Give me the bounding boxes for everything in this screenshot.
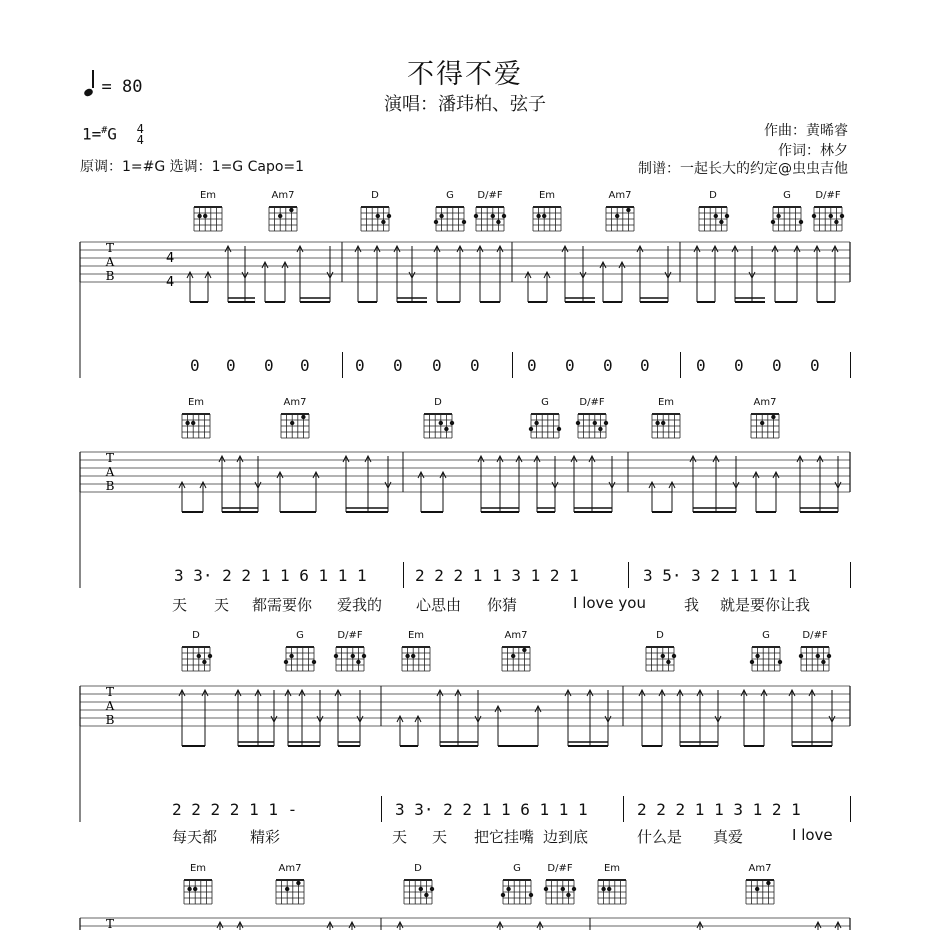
lyric: 心思由: [416, 596, 462, 614]
chord-name: D/#F: [547, 863, 573, 874]
chord-diagram-am7: [263, 190, 303, 233]
lyric: 天: [392, 828, 408, 846]
chord-grid: [498, 641, 534, 673]
barline: [850, 796, 851, 822]
chord-name: D/#F: [579, 397, 605, 408]
chord-name: Em: [657, 397, 675, 408]
tab-label-a: A: [105, 465, 115, 479]
beat-number: 0: [470, 356, 480, 375]
lyric: 天: [214, 596, 230, 614]
chord-name: G: [762, 630, 770, 641]
chord-name: Em: [189, 863, 207, 874]
chord-name: D: [656, 630, 664, 641]
beat-number: 0: [810, 356, 820, 375]
chord-grid: [748, 641, 784, 673]
chord-name: Am7: [271, 190, 295, 201]
lyric: 天: [172, 596, 188, 614]
chord-name: G: [783, 190, 791, 201]
chord-grid: [574, 408, 610, 440]
chord-grid: [797, 641, 833, 673]
chord-name: D: [371, 190, 379, 201]
chord-grid: [695, 201, 731, 233]
chord-name: Am7: [283, 397, 307, 408]
lyric: 我: [684, 596, 700, 614]
chord-diagram-g: [430, 190, 470, 233]
chord-diagram-em: [188, 190, 228, 233]
chord-diagram-em: [176, 397, 216, 440]
chord-grid: [810, 201, 846, 233]
beat-number: 0: [264, 356, 274, 375]
chord-name: Em: [407, 630, 425, 641]
chord-diagram-df: [330, 630, 370, 673]
chord-grid: [742, 874, 778, 906]
chord-name: D/#F: [477, 190, 503, 201]
chord-grid: [400, 874, 436, 906]
melody-measure-3: 2 2 2 1 1 3 1 2 1: [637, 800, 801, 819]
tab-staff-3: [80, 685, 850, 727]
chord-grid: [594, 874, 630, 906]
chord-diagram-df: [540, 863, 580, 906]
chord-diagram-df: [572, 397, 612, 440]
chord-name: Am7: [278, 863, 302, 874]
tab-label-t: T: [105, 685, 115, 699]
chord-diagram-am7: [600, 190, 640, 233]
chord-name: G: [296, 630, 304, 641]
melody-measure-1: 3 3· 2 2 1 1 6 1 1 1: [174, 566, 367, 585]
lyric: 边到底: [543, 828, 589, 846]
chord-grid: [432, 201, 468, 233]
chord-grid: [648, 408, 684, 440]
beat-number: 0: [393, 356, 403, 375]
lyric: I love: [792, 826, 833, 844]
tab-label-a: A: [105, 699, 115, 713]
lyric: 就是要你让我: [720, 596, 811, 614]
chord-name: G: [446, 190, 454, 201]
chord-diagram-df: [470, 190, 510, 233]
tab-label-b: B: [105, 479, 115, 493]
beat-number: 0: [772, 356, 782, 375]
lyric: 都需要你: [252, 596, 313, 614]
chord-diagram-g: [525, 397, 565, 440]
chord-name: D/#F: [337, 630, 363, 641]
chord-diagram-am7: [270, 863, 310, 906]
lyric: 你猜: [487, 596, 518, 614]
time-sig-tab: 4: [166, 275, 175, 290]
time-signature: 4 4: [136, 122, 144, 147]
lyric: 每天都: [172, 828, 218, 846]
tempo-marking: [84, 74, 142, 97]
chord-diagram-d: [355, 190, 395, 233]
chord-diagram-am7: [745, 397, 785, 440]
beat-number: 0: [527, 356, 537, 375]
lyric: 天: [432, 828, 448, 846]
chord-diagram-am7: [275, 397, 315, 440]
chord-name: Am7: [753, 397, 777, 408]
time-sig-tab: 4: [166, 251, 175, 266]
barline: [850, 352, 851, 378]
chord-diagram-d: [640, 630, 680, 673]
chord-diagram-d: [398, 863, 438, 906]
chord-diagram-g: [280, 630, 320, 673]
chord-grid: [178, 641, 214, 673]
chord-grid: [272, 874, 308, 906]
chord-grid: [357, 201, 393, 233]
tab-label-t: T: [105, 917, 115, 930]
lyric: 精彩: [250, 828, 281, 846]
song-title: 不得不爱: [407, 59, 523, 90]
chord-grid: [769, 201, 805, 233]
chord-name: Em: [538, 190, 556, 201]
melody-measure-3: 3 5· 3 2 1 1 1 1: [643, 566, 798, 585]
barline: [628, 562, 629, 588]
composer-credit: 作曲：黄晞睿: [764, 123, 848, 139]
tab-staff-4: [80, 917, 850, 930]
beat-number: 0: [640, 356, 650, 375]
lyric: 爱我的: [337, 596, 383, 614]
chord-name: Em: [199, 190, 217, 201]
barline: [680, 352, 681, 378]
chord-diagram-d: [176, 630, 216, 673]
chord-grid: [642, 641, 678, 673]
chord-grid: [499, 874, 535, 906]
chord-grid: [282, 641, 318, 673]
chord-diagram-d: [418, 397, 458, 440]
chord-diagram-em: [178, 863, 218, 906]
beat-number: 0: [355, 356, 365, 375]
chord-name: D/#F: [802, 630, 828, 641]
chord-grid: [398, 641, 434, 673]
barline: [381, 796, 382, 822]
chord-name: D: [192, 630, 200, 641]
melody-measure-2: 2 2 2 1 1 3 1 2 1: [415, 566, 579, 585]
chord-diagram-am7: [740, 863, 780, 906]
chord-grid: [265, 201, 301, 233]
barline: [512, 352, 513, 378]
beat-number: 0: [300, 356, 310, 375]
melody-measure-2: 3 3· 2 2 1 1 6 1 1 1: [395, 800, 588, 819]
beat-number: 0: [603, 356, 613, 375]
chord-diagram-d: [693, 190, 733, 233]
chord-grid: [542, 874, 578, 906]
strum-marks: [179, 690, 835, 746]
chord-name: Em: [603, 863, 621, 874]
key-signature: 1=#G 4 4: [82, 122, 144, 147]
chord-grid: [277, 408, 313, 440]
chord-grid: [602, 201, 638, 233]
beat-number: 0: [565, 356, 575, 375]
beat-number: 0: [190, 356, 200, 375]
chord-diagram-g: [746, 630, 786, 673]
chord-name: D: [414, 863, 422, 874]
chord-grid: [180, 874, 216, 906]
chord-diagram-em: [527, 190, 567, 233]
strum-marks: [187, 246, 838, 302]
strum-marks: [217, 922, 841, 930]
beat-number: 0: [432, 356, 442, 375]
lyric: I love you: [573, 594, 646, 612]
chord-diagram-em: [592, 863, 632, 906]
quarter-note-icon: [83, 87, 94, 97]
chord-grid: [332, 641, 368, 673]
lyric: 把它挂嘴: [474, 828, 535, 846]
singer-credit: 演唱：潘玮柏、弦子: [384, 94, 546, 115]
chord-grid: [472, 201, 508, 233]
chord-name: Em: [187, 397, 205, 408]
chord-diagram-g: [767, 190, 807, 233]
chord-name: G: [541, 397, 549, 408]
barline: [623, 796, 624, 822]
chord-grid: [529, 201, 565, 233]
strum-marks: [179, 456, 841, 512]
tab-staff-1: [80, 241, 850, 283]
chord-diagram-am7: [496, 630, 536, 673]
barline: [342, 352, 343, 378]
tab-label-t: T: [105, 451, 115, 465]
chord-name: D: [709, 190, 717, 201]
chord-diagram-df: [808, 190, 848, 233]
chord-grid: [190, 201, 226, 233]
chord-name: D: [434, 397, 442, 408]
chord-diagram-em: [396, 630, 436, 673]
tab-label-b: B: [105, 269, 115, 283]
chord-grid: [527, 408, 563, 440]
lyric: 真爱: [713, 828, 744, 846]
chord-grid: [178, 408, 214, 440]
beat-number: 0: [734, 356, 744, 375]
original-key-info: 原调：1=#G 选调：1=G Capo=1: [80, 159, 305, 175]
lyricist-credit: 作词：林夕: [778, 143, 848, 159]
chord-name: Am7: [608, 190, 632, 201]
chord-grid: [420, 408, 456, 440]
chord-diagram-df: [795, 630, 835, 673]
tab-staff-2: [80, 451, 850, 493]
chord-name: D/#F: [815, 190, 841, 201]
tab-label-b: B: [105, 713, 115, 727]
chord-diagram-g: [497, 863, 537, 906]
beat-number: 0: [226, 356, 236, 375]
tab-label-a: A: [105, 255, 115, 269]
tempo-value: = 80: [101, 77, 143, 97]
barline: [403, 562, 404, 588]
chord-name: G: [513, 863, 521, 874]
tab-label-t: T: [105, 241, 115, 255]
arranger-credit: 制谱：一起长大的约定@虫虫吉他: [638, 161, 848, 177]
chord-name: Am7: [504, 630, 528, 641]
beat-number: 0: [696, 356, 706, 375]
chord-name: Am7: [748, 863, 772, 874]
chord-grid: [747, 408, 783, 440]
barline: [850, 562, 851, 588]
lyric: 什么是: [637, 828, 683, 846]
chord-diagram-em: [646, 397, 686, 440]
melody-measure-1: 2 2 2 2 1 1 -: [172, 800, 298, 819]
